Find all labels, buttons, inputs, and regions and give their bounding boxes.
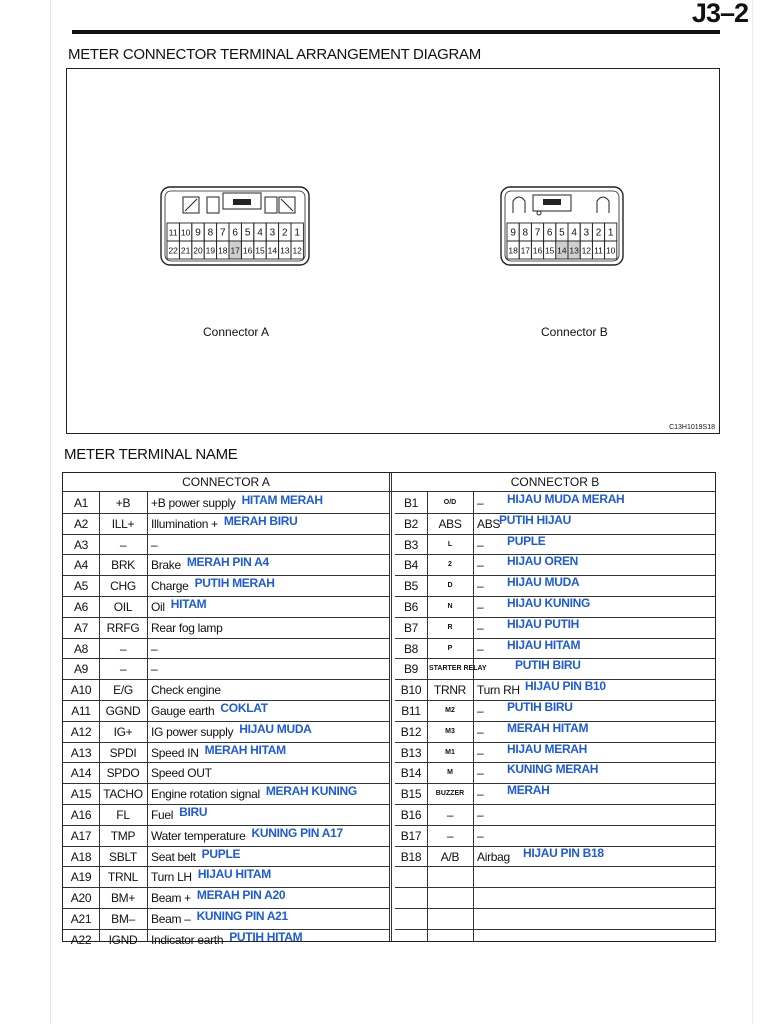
table-title: METER TERMINAL NAME [64,446,238,463]
terminal-code: SPDO [106,766,140,781]
pin-number: 22 [168,245,178,256]
pin-id: A13 [70,745,92,760]
terminal-code: P [447,644,453,652]
terminal-name-text: – [477,600,484,614]
page-margin-line [50,0,51,1024]
wire-color-note: COKLAT [220,701,268,715]
pin-id: B1 [403,496,419,510]
terminal-code: BM+ [110,891,136,906]
pin-number: 16 [532,245,543,256]
terminal-name [477,514,713,534]
terminal-name-text: Check engine [151,683,221,698]
header-rule [72,30,720,34]
terminal-name-text: – [477,745,484,760]
col-divider [473,491,474,941]
page-edge-line [752,0,753,1024]
pin-id: B18 [400,849,422,864]
terminal-name [151,743,387,763]
pin-number: 18 [218,245,228,256]
row-divider [395,929,715,930]
terminal-name [151,701,387,721]
connector-b-label: Connector B [541,325,608,339]
terminal-name-text: Charge [151,579,189,594]
connector-a-header: CONNECTOR A [182,475,270,489]
pin-number: 20 [193,245,203,256]
pin-id: B17 [400,828,422,843]
wire-color-note: MERAH HITAM [507,720,589,735]
pin-number: 2 [282,227,288,239]
terminal-name [151,555,387,575]
terminal-code: R [447,623,453,631]
pin-id: A16 [70,808,92,822]
terminal-name-text: – [477,828,484,843]
terminal-name [477,805,713,825]
diagram-code: C13H1019S18 [669,424,715,431]
wire-color-note: PUTIH HITAM [229,929,303,944]
pin-number: 7 [534,227,541,239]
pin-number: 4 [257,227,263,239]
terminal-code: – [446,828,454,843]
terminal-name-text: – [151,641,158,656]
pin-id: B15 [400,787,422,802]
terminal-name-text: – [477,579,484,594]
terminal-name-text: Beam + [151,891,191,906]
pin-number: 14 [267,245,278,256]
terminal-name-text: – [477,766,484,781]
terminal-name [477,597,713,617]
terminal-name-text: – [477,641,484,656]
wire-color-note: BIRU [179,805,208,819]
connector-a-label: Connector A [203,325,270,339]
connector-divider [389,473,392,941]
terminal-code: BM– [111,912,135,926]
pin-id: A17 [70,828,92,843]
terminal-name-text: – [477,724,484,739]
terminal-name-text: ABS [477,516,501,531]
terminal-name [477,722,713,742]
terminal-code: BRK [111,558,135,573]
pin-id: A2 [73,516,89,531]
pin-id: A11 [71,704,91,718]
pin-id: A8 [73,641,89,656]
terminal-code: 2 [448,561,452,569]
terminal-name [151,722,387,742]
terminal-code: M1 [445,748,455,756]
wire-color-note: HIJAU PIN B10 [525,679,606,694]
pin-number: 1 [607,227,614,239]
pin-number: 13 [280,245,290,256]
wire-color-note: MERAH KUNING [265,784,357,799]
terminal-name-text: Illumination + [151,516,218,531]
pin-id: B9 [403,662,419,677]
wire-color-note: HITAM MERAH [241,493,323,507]
pin-id: B10 [400,683,422,698]
terminal-code: – [446,808,454,822]
terminal-name [477,701,713,721]
pin-id: A1 [73,496,89,510]
terminal-name [151,847,387,867]
terminal-code: STARTER RELAY [429,665,487,673]
terminal-code: ILL+ [111,516,135,531]
terminal-name-text: – [151,662,158,677]
connector-b-header: CONNECTOR B [510,475,600,489]
terminal-code: L [447,540,453,548]
terminal-name [151,535,387,555]
terminal-code: IGND [108,932,138,947]
terminal-code: M3 [445,727,455,735]
terminal-code: – [119,537,127,552]
pin-number: 11 [168,227,178,238]
pin-number: 5 [244,227,251,239]
pin-number: 2 [595,227,602,239]
pin-id: A12 [70,724,92,739]
terminal-code: TMP [110,828,136,843]
pin-number: 17 [520,245,531,256]
pin-number: 21 [180,245,191,256]
terminal-name-text: +B power supply [151,496,236,510]
wire-color-note: PUTIH MERAH [194,576,275,591]
pin-number: 9 [510,227,516,239]
terminal-name [477,618,713,638]
pin-id: B11 [401,704,421,718]
terminal-code: GGND [105,704,141,718]
wire-color-note: HIJAU MUDA [239,721,312,736]
terminal-name-text: – [477,558,484,573]
pin-number: 17 [230,245,240,256]
terminal-code: SBLT [109,849,137,864]
pin-number: 1 [294,227,300,239]
terminal-name [151,514,387,534]
pin-number: 16 [242,245,253,256]
terminal-name-text: – [477,704,484,718]
pin-number: 5 [559,227,565,239]
pin-id: A10 [70,683,92,698]
wire-color-note: HIJAU PIN B18 [523,845,604,860]
terminal-name-text: Speed IN [151,745,199,760]
wire-color-note: MERAH PIN A4 [186,555,269,570]
terminal-name [151,763,387,783]
pin-id: B5 [403,579,419,594]
terminal-name [477,659,713,679]
wire-color-note: MERAH [507,783,550,798]
terminal-name-text: Airbag [477,849,510,864]
terminal-code: E/G [113,683,133,698]
pin-id: B4 [403,558,419,573]
terminal-code: RRFG [106,620,140,635]
terminal-code: SPDI [109,745,137,760]
terminal-code: – [119,662,127,677]
wire-color-note: PUTIH BIRU [507,700,573,714]
terminal-name-text: Turn LH [151,870,192,885]
wire-color-note: HIJAU OREN [507,554,579,569]
terminal-name [151,909,387,929]
terminal-code: – [119,641,127,656]
col-divider [147,491,148,941]
pin-number: 8 [522,227,529,239]
pin-number: 11 [594,245,603,256]
terminal-name [151,576,387,596]
terminal-code: CHG [110,579,136,594]
wire-color-note: KUNING PIN A21 [196,909,288,923]
terminal-name-text: Fuel [151,808,174,822]
pin-id: B12 [400,724,422,739]
row-divider [395,887,715,888]
terminal-name-text: – [477,787,484,802]
pin-number: 9 [195,227,201,239]
pin-number: 10 [180,227,191,238]
terminal-name-text: Engine rotation signal [151,787,260,802]
pin-number: 4 [571,227,577,239]
terminal-name-text: – [477,808,484,822]
terminal-name [151,618,387,638]
pin-id: B2 [403,516,419,531]
pin-number: 14 [557,245,567,256]
terminal-code: IG+ [113,724,133,739]
pin-number: 6 [232,227,238,239]
pin-id: A22 [70,932,92,947]
wire-color-note: MERAH PIN A20 [196,888,286,903]
pin-id: B8 [403,641,419,656]
pin-id: A7 [73,620,89,635]
terminal-name [477,576,713,596]
terminal-name [477,493,713,513]
terminal-name-text: – [477,620,484,635]
pin-number: 3 [583,227,590,239]
terminal-name [151,659,387,679]
terminal-name-text: – [151,537,158,552]
wire-color-note: PUPLE [201,846,241,861]
terminal-name-text: Gauge earth [151,704,215,718]
wire-color-note: HITAM [170,597,207,611]
diagram-box [66,68,720,434]
terminal-code: +B [115,496,131,510]
wire-color-note: KUNING MERAH [507,762,599,777]
terminal-name [151,826,387,846]
terminal-name-text: – [477,496,484,510]
terminal-name [477,784,713,804]
wire-color-note: HIJAU HITAM [507,637,581,652]
pin-id: A19 [70,870,92,885]
terminal-name-text: – [477,537,484,552]
terminal-name-text: Oil [151,600,165,614]
wire-color-note: PUTIH BIRU [515,658,581,673]
pin-number: 12 [292,245,302,256]
pin-id: B13 [400,745,422,760]
pin-number: 19 [205,245,216,256]
pin-id: B14 [400,766,422,781]
terminal-code: TACHO [103,787,143,802]
terminal-code: OIL [113,600,133,614]
terminal-name-text: Turn RH [477,683,520,698]
page-number: J3–2 [691,0,748,28]
wire-color-note: PUPLE [507,533,546,548]
terminal-name [151,867,387,887]
terminal-name-text: Seat belt [151,849,196,864]
terminal-name-text: Water temperature [151,828,246,843]
terminal-name [477,826,713,846]
pin-number: 6 [546,227,553,239]
wire-color-note: HIJAU KUNING [507,596,591,610]
terminal-name [477,639,713,659]
pin-id: A14 [70,766,92,781]
pin-number: 10 [605,245,616,256]
pin-number: 12 [581,245,592,256]
terminal-code: TRNL [107,870,139,885]
wire-color-note: HIJAU MUDA [507,575,580,590]
terminal-name [151,888,387,908]
pin-id: A15 [70,787,92,802]
pin-number: 18 [508,245,518,256]
terminal-name [477,847,713,867]
pin-id: A18 [70,849,92,864]
wire-color-note: PUTIH HIJAU [499,512,572,527]
pin-number: 7 [220,227,226,239]
pin-id: A9 [73,662,89,677]
wire-color-note: HIJAU HITAM [197,867,271,882]
pin-id: B16 [400,808,422,822]
terminal-code: FL [116,808,130,822]
pin-id: A5 [73,579,89,594]
terminal-code: M2 [445,707,455,714]
pin-id: A3 [73,537,89,552]
terminal-code: ABS [438,516,462,531]
terminal-name [151,784,387,804]
terminal-name-text: Speed OUT [151,766,212,781]
pin-id: A6 [73,600,89,614]
pin-number: 8 [207,227,214,239]
terminal-name [151,639,387,659]
pin-id: A21 [70,912,92,926]
wire-color-note: HIJAU PUTIH [507,616,580,631]
row-divider [395,866,715,867]
terminal-code: O/D [443,499,457,506]
pin-id: B7 [403,620,419,635]
terminal-name [151,805,387,825]
diagram-title: METER CONNECTOR TERMINAL ARRANGEMENT DIAGRAM [68,46,481,63]
terminal-name-text: Brake [151,558,181,573]
terminal-name-text: Rear fog lamp [151,620,223,635]
pin-id: A20 [70,891,92,906]
wire-color-note: HIJAU MERAH [507,741,588,756]
terminal-code: N [447,603,453,610]
terminal-table [62,472,716,947]
terminal-name [151,680,387,700]
pin-number: 13 [569,245,579,256]
pin-number: 15 [544,245,555,256]
terminal-code: M [447,769,453,777]
terminal-name-text: IG power supply [151,724,234,739]
terminal-name [151,597,387,617]
wire-color-note: HIJAU MUDA MERAH [507,492,625,506]
terminal-name [477,680,713,700]
terminal-name [151,493,387,513]
connector-diagram [67,69,718,432]
wire-color-note: MERAH BIRU [223,513,298,528]
pin-number: 15 [255,245,265,256]
pin-id: A4 [73,558,89,573]
row-divider [395,908,715,909]
wire-color-note: MERAH HITAM [204,742,286,757]
terminal-name [477,743,713,763]
terminal-name [151,930,387,950]
terminal-code: D [447,582,453,590]
terminal-code: A/B [440,849,460,864]
terminal-name-text: Beam – [151,912,191,926]
terminal-name [477,763,713,783]
terminal-code: BUZZER [435,790,465,798]
terminal-name [477,535,713,555]
pin-number: 3 [269,227,276,239]
pin-id: B6 [403,600,419,614]
terminal-code: TRNR [433,683,467,698]
pin-id: B3 [403,537,419,552]
terminal-name [477,555,713,575]
terminal-name-text: Indicator earth [151,932,224,947]
wire-color-note: KUNING PIN A17 [251,825,343,840]
